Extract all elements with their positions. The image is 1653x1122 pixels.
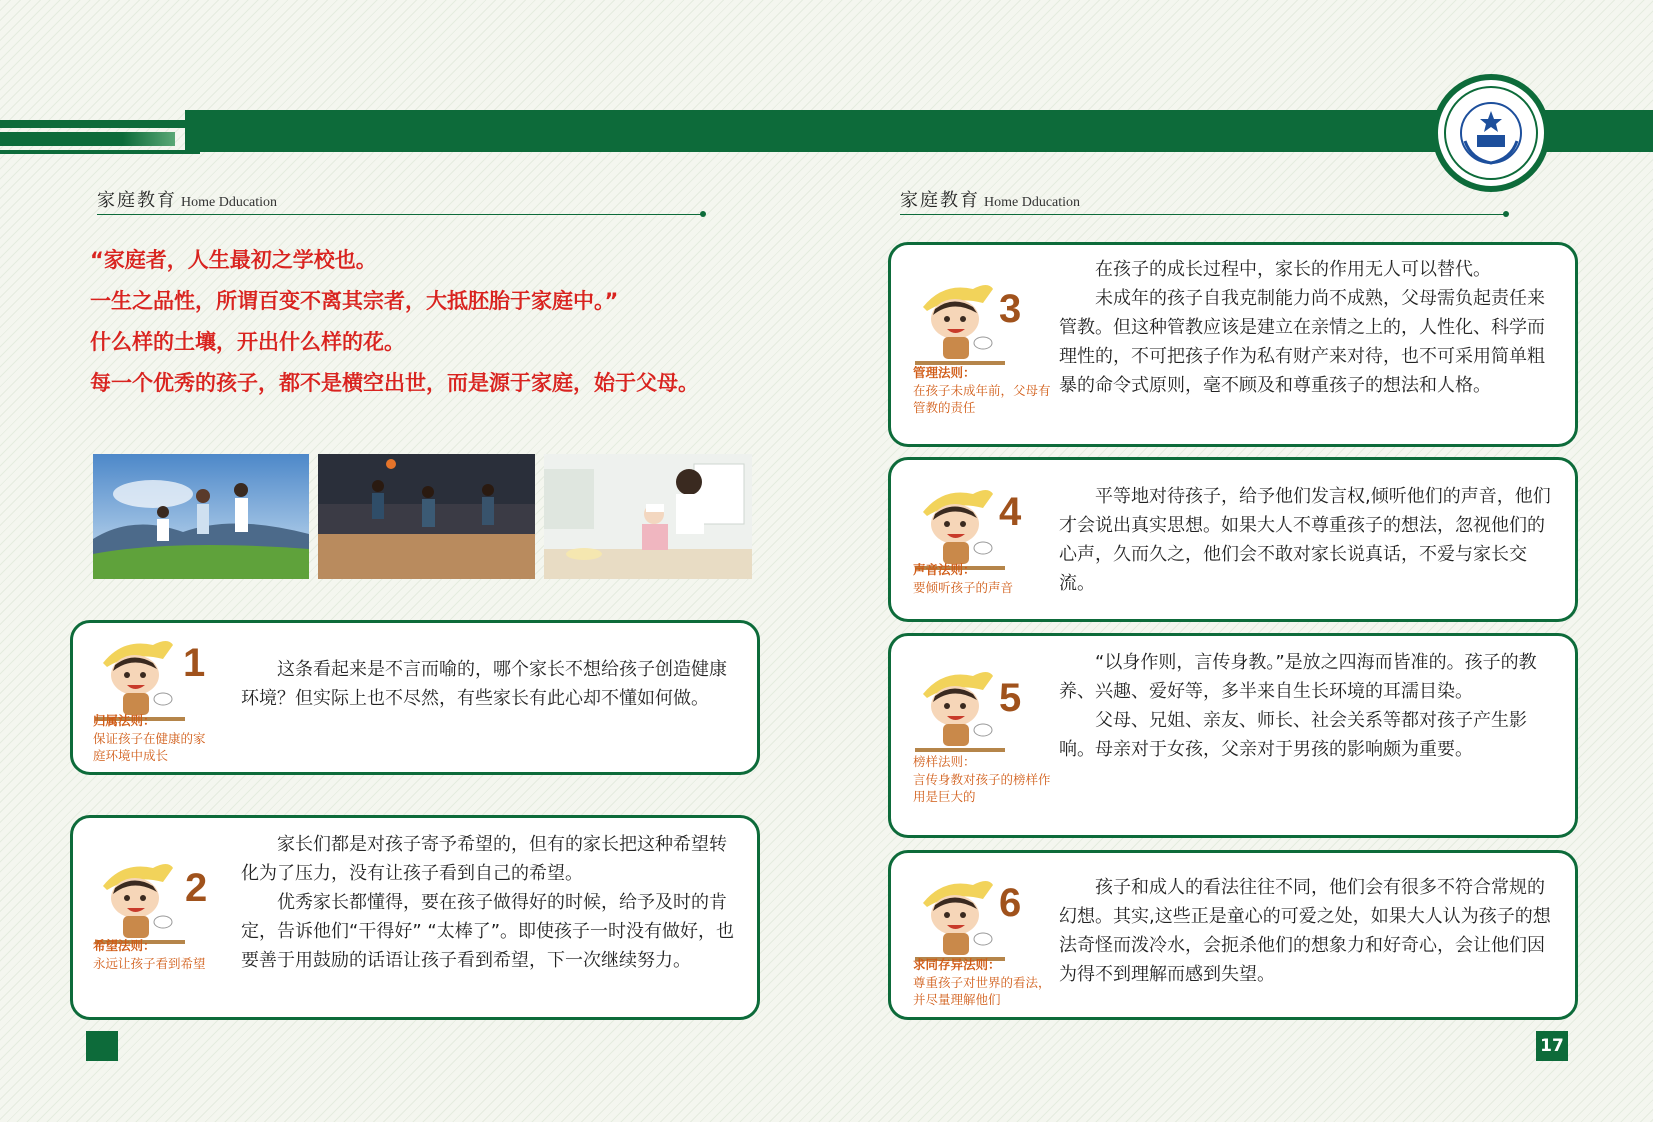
section-title-zh: 家庭教育 xyxy=(900,190,980,211)
rule-title: 声音法则： xyxy=(913,562,976,577)
police-emblem-logo xyxy=(1432,74,1550,192)
rule-card-5 xyxy=(888,633,1578,838)
rule-number: 6 xyxy=(999,881,1022,925)
rule-paragraph: 这条看起来是不言而喻的，哪个家长不想给孩子创造健康环境？但实际上也不尽然，有些家长有此心却不懂如何做。 xyxy=(241,659,727,709)
rule-card-1 xyxy=(70,620,760,775)
rule-body xyxy=(1059,648,1559,764)
rule-description: 永远让孩子看到希望 xyxy=(93,956,206,971)
rule-paragraph: 父母、兄姐、亲友、师长、社会关系等都对孩子产生影响。母亲对于女孩，父亲对于男孩的影响颇为重要。 xyxy=(1059,710,1527,760)
rule-paragraph: 未成年的孩子自我克制能力尚不成熟，父母需负起责任来管教。但这种管教应该是建立在亲情之上的，人性化、科学而理性的，不可把孩子作为私有财产来对待，也不可采用简单粗暴的命令式原则，毫不顾及和尊重孩子的想法和人格。 xyxy=(1059,288,1545,396)
emblem-icon xyxy=(1441,83,1541,183)
section-title-en: Home Dducation xyxy=(181,195,278,210)
rule-body xyxy=(1059,482,1559,598)
rule-title: 归属法则： xyxy=(93,713,156,728)
rule-description: 要倾听孩子的声音 xyxy=(913,580,1014,595)
quote-line: 每一个优秀的孩子，都不是横空出世，而是源于家庭，始于父母。 xyxy=(90,371,699,395)
quote-line: “家庭者，人生最初之学校也。 xyxy=(90,248,377,272)
footer-marker xyxy=(86,1031,118,1061)
rule-paragraph: 在孩子的成长过程中，家长的作用无人可以替代。 xyxy=(1095,259,1491,280)
rule-title: 管理法则： xyxy=(913,365,976,380)
family-basketball-photo xyxy=(318,454,535,579)
rule-title: 求同存异法则： xyxy=(913,957,1001,972)
rule-number: 3 xyxy=(999,287,1022,331)
section-header-right xyxy=(900,186,1510,216)
rule-description: 尊重孩子对世界的看法，并尽量理解他们 xyxy=(913,975,1051,1007)
rule-description: 保证孩子在健康的家庭环境中成长 xyxy=(93,731,206,763)
rule-paragraph: 家长们都是对孩子寄予希望的，但有的家长把这种希望转化为了压力，没有让孩子看到自己的希望。 xyxy=(241,834,727,884)
section-header-left xyxy=(97,186,707,216)
child-mascot-icon xyxy=(93,856,198,948)
rule-description: 言传身教对孩子的榜样作用是巨大的 xyxy=(913,772,1051,804)
rule-card-3 xyxy=(888,242,1578,447)
opening-quote xyxy=(90,246,770,410)
rule-paragraph: 优秀家长都懂得，要在孩子做得好的时候，给予及时的肯定，告诉他们“干得好” “太棒了”。即使孩子一时没有做好，也要善于用鼓励的话语让孩子看到希望，下一次继续努力。 xyxy=(241,892,735,971)
rule-body xyxy=(241,830,741,975)
page-number: 17 xyxy=(1536,1031,1568,1061)
rule-number: 4 xyxy=(999,490,1022,534)
rule-number: 1 xyxy=(183,641,206,685)
rule-paragraph: 平等地对待孩子，给予他们发言权,倾听他们的声音，他们才会说出真实思想。如果大人不尊重孩子的想法，忽视他们的心声，久而久之，他们会不敢对家长说真话，不爱与家长交流。 xyxy=(1059,486,1551,594)
quote-line: 什么样的土壤，开出什么样的花。 xyxy=(90,330,405,354)
rule-title: 希望法则： xyxy=(93,938,156,953)
rule-title: 榜样法则： xyxy=(913,754,976,769)
section-title-zh: 家庭教育 xyxy=(97,190,177,211)
rule-body xyxy=(241,655,741,713)
rule-card-6 xyxy=(888,850,1578,1020)
rule-number: 2 xyxy=(185,866,208,910)
family-running-photo xyxy=(93,454,309,579)
rule-card-4 xyxy=(888,457,1578,622)
mother-daughter-baking-photo xyxy=(544,454,752,579)
quote-line: 一生之品性，所谓百变不离其宗者，大抵胚胎于家庭中。” xyxy=(90,289,619,313)
rule-card-2 xyxy=(70,815,760,1020)
rule-body xyxy=(1059,873,1559,989)
rule-paragraph: 孩子和成人的看法往往不同，他们会有很多不符合常规的幻想。其实,这些正是童心的可爱之处，如果大人认为孩子的想法奇怪而泼冷水，会扼杀他们的想象力和好奇心，会让他们因为得不到理解而感到失望。 xyxy=(1059,877,1551,985)
rule-number: 5 xyxy=(999,676,1022,720)
rule-description: 在孩子未成年前，父母有管教的责任 xyxy=(913,383,1051,415)
rule-body xyxy=(1059,255,1559,400)
section-title-en: Home Dducation xyxy=(984,195,1081,210)
rule-paragraph: “以身作则，言传身教。”是放之四海而皆准的。孩子的教养、兴趣、爱好等，多半来自生长环境的耳濡目染。 xyxy=(1059,652,1537,702)
